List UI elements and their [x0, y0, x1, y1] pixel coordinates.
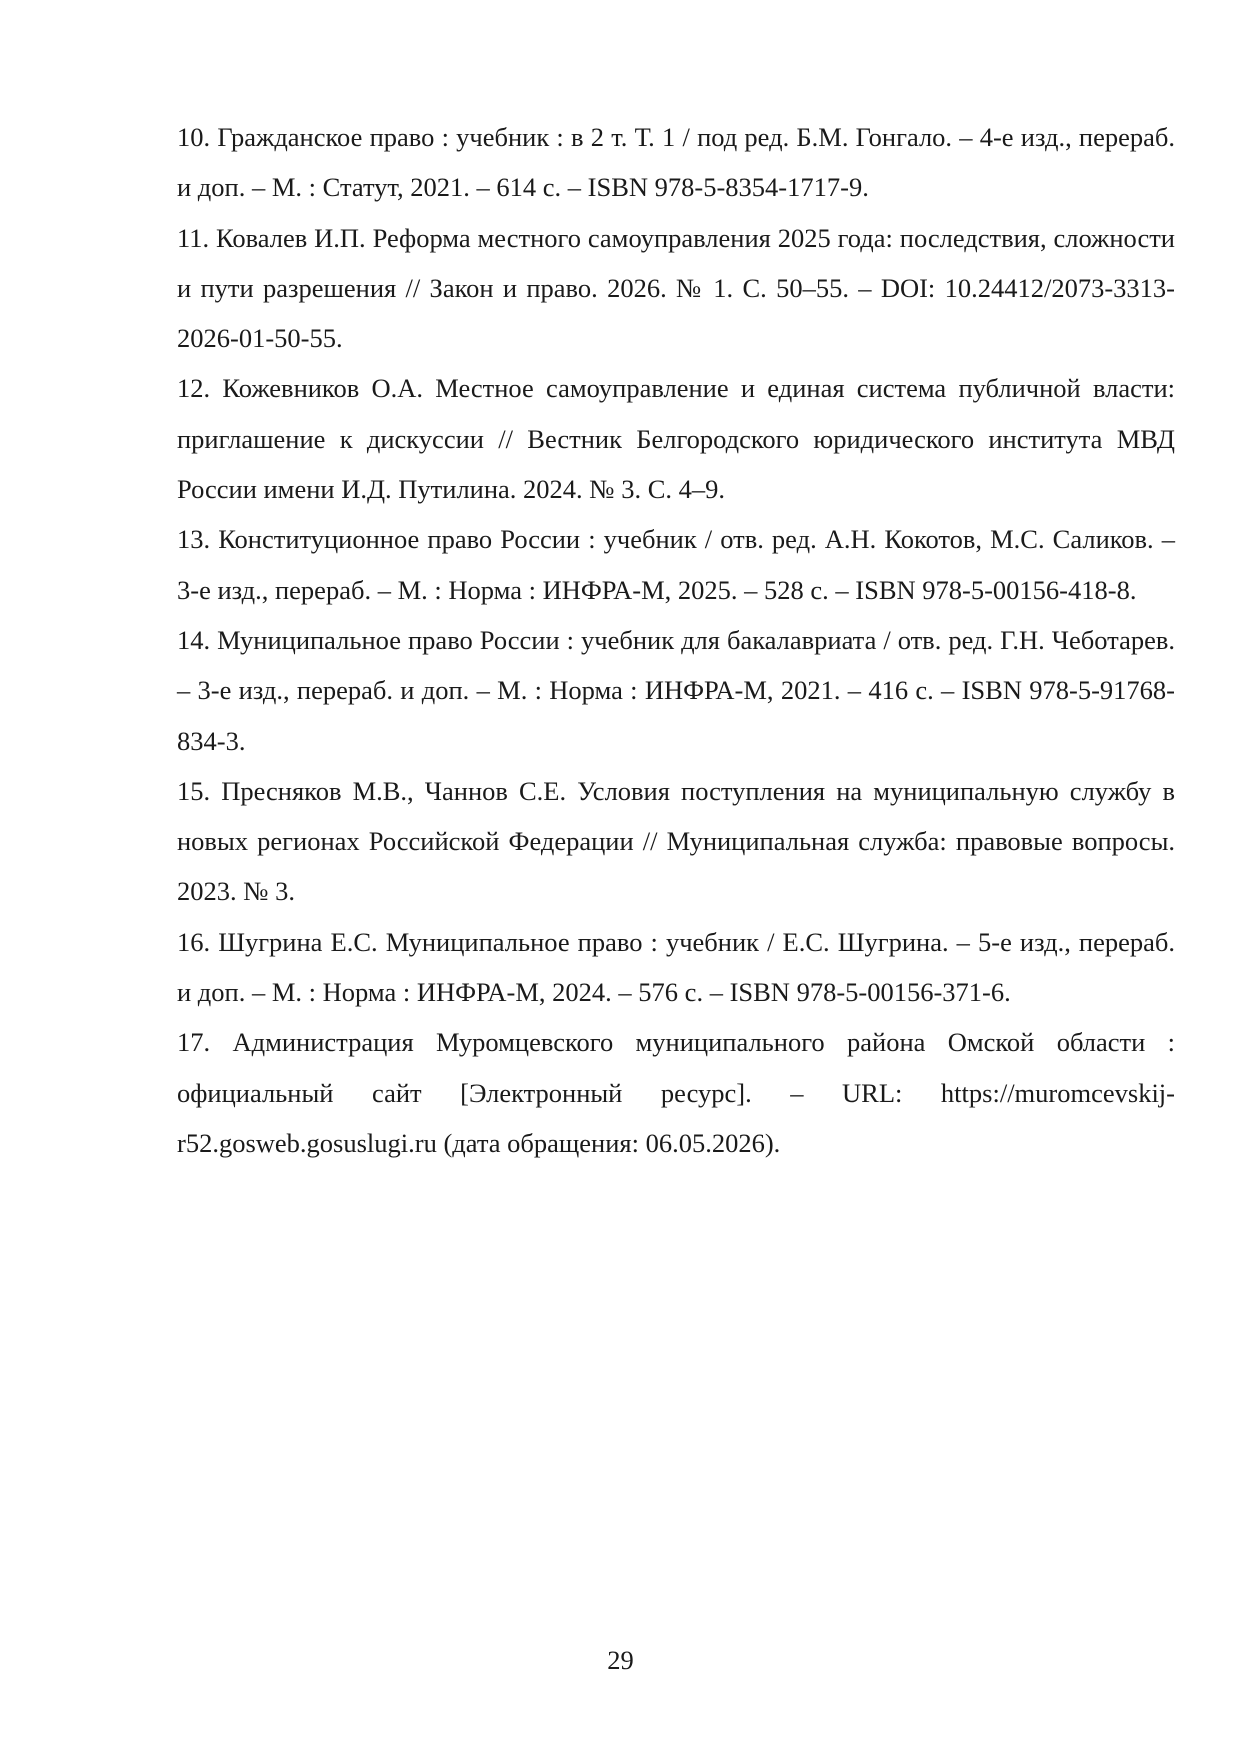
reference-item-10: 10. Гражданское право : учебник : в 2 т. Т. 1 / под ред. Б.М. Гонгало. – 4-е изд., перераб. и доп. – М. : Статут, 2021. – 614 с. – ISBN 978-5-8354-1717-9.	[177, 122, 1175, 203]
reference-item-11: 11. Ковалев И.П. Реформа местного самоуправления 2025 года: последствия, сложности и пути разрешения // Закон и право. 2026. № 1. С. 50–55. – DOI: 10.24412/2073-3313-2026-01-50-55.	[177, 222, 1175, 354]
reference-item-14: 14. Муниципальное право России : учебник для бакалавриата / отв. ред. Г.Н. Чеботарев. – 3-е изд., перераб. и доп. – М. : Норма : ИНФРА-М, 2021. – 416 с. – ISBN 978-5-91768-834-3.	[177, 624, 1175, 756]
reference-item-16: 16. Шугрина Е.С. Муниципальное право : учебник / Е.С. Шугрина. – 5-е изд., перераб. и доп. – М. : Норма : ИНФРА-М, 2024. – 576 с. – ISBN 978-5-00156-371-6.	[177, 926, 1175, 1008]
page-number: 29	[607, 1645, 634, 1675]
reference-item-15: 15. Пресняков М.В., Чаннов С.Е. Условия поступления на муниципальную службу в новых регионах Российской Федерации // Муниципальная служба: правовые вопросы. 2023. № 3.	[177, 775, 1175, 907]
reference-item-13: 13. Конституционное право России : учебник / отв. ред. А.Н. Кокотов, М.С. Саликов. – 3-е изд., перераб. – М. : Норма : ИНФРА-М, 2025. – 528 с. – ISBN 978-5-00156-418-8.	[177, 524, 1175, 605]
reference-item-17: 17. Администрация Муромцевского муниципального района Омской области : официальный сайт [Электронный ресурс]. – URL: https://muromcevskij-r52.gosweb.gosuslugi.ru (дата обращения: 06.05.2026).	[177, 1027, 1175, 1158]
reference-list	[177, 112, 1175, 1168]
reference-item-12: 12. Кожевников О.А. Местное самоуправление и единая система публичной власти: приглашение к дискуссии // Вестник Белгородского юридического института МВД России имени И.Д. Путилина. 2024. № 3. С. 4–9.	[177, 373, 1175, 505]
